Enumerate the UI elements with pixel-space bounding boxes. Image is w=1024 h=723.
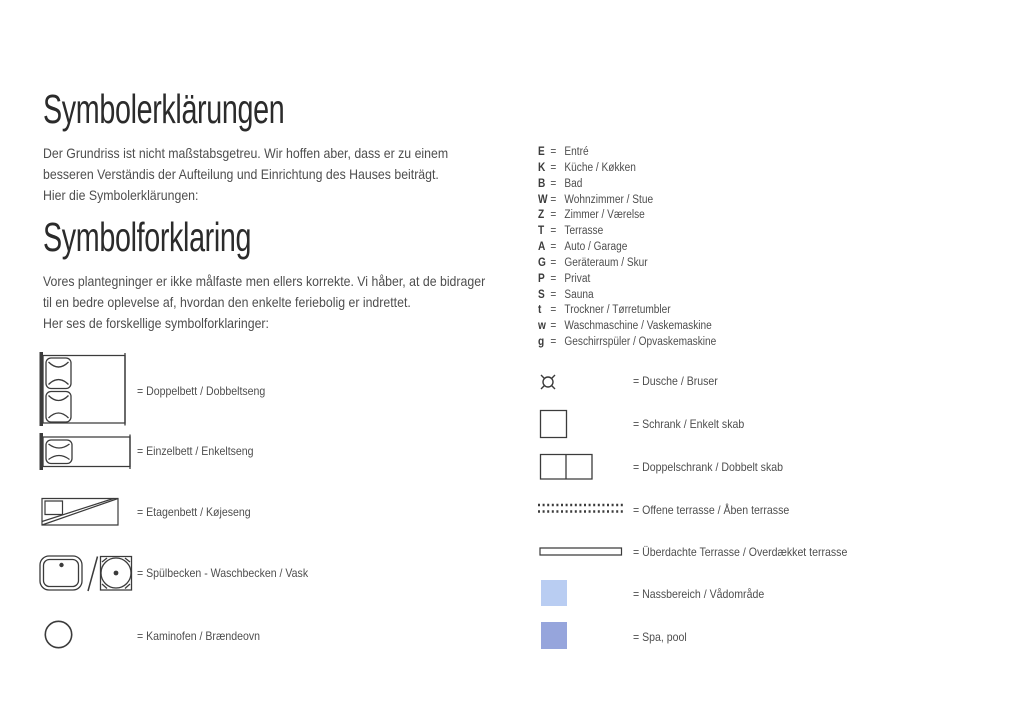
room-code-key: Z	[538, 209, 545, 222]
room-code-label: Bad	[564, 177, 583, 190]
room-code-row	[538, 161, 716, 177]
title-danish: Symbolforklaring	[43, 214, 252, 260]
symbol-label: = Etagenbett / Køjeseng	[137, 505, 251, 519]
symbol-label: = Kaminofen / Brændeovn	[137, 629, 260, 643]
symbol-label: = Überdachte Terrasse / Overdækket terrasse	[633, 545, 848, 559]
room-code-key: T	[538, 225, 545, 238]
room-code-key: A	[538, 241, 546, 254]
paragraph-line: Der Grundriss ist nicht maßstabsgetreu. Wir hoffen aber, dass er zu einem	[43, 145, 449, 161]
room-code-key: S	[538, 288, 545, 301]
equals-sign: =	[550, 161, 557, 174]
room-code-label: Trockner / Tørretumbler	[564, 304, 671, 317]
open-terrace-icon	[538, 502, 624, 516]
room-code-row	[538, 303, 716, 319]
equals-sign: =	[550, 193, 557, 206]
room-code-label: Geschirrspüler / Opvaskemaskine	[564, 336, 717, 349]
room-code-label: Sauna	[564, 288, 594, 301]
equals-sign: =	[550, 177, 557, 190]
room-code-row	[538, 240, 716, 256]
paragraph-line: Her ses de forskellige symbolforklaringer:	[43, 314, 269, 331]
room-code-label: Geräteraum / Skur	[564, 256, 648, 269]
room-code-key: g	[538, 336, 545, 349]
room-code-list	[538, 145, 716, 351]
intro-text-danish	[43, 271, 485, 333]
room-code-key: K	[538, 161, 546, 174]
equals-sign: =	[550, 256, 557, 269]
room-code-key: W	[538, 193, 548, 206]
room-code-label: Küche / Køkken	[564, 161, 636, 174]
double-cabinet-icon	[539, 453, 595, 481]
room-code-label: Privat	[564, 272, 591, 285]
paragraph-line: til en bedre oplevelse af, hvordan den enkelte feriebolig er indrettet.	[43, 293, 411, 310]
room-code-row	[538, 319, 716, 335]
covered-terrace-icon	[539, 546, 623, 558]
room-code-row	[538, 272, 716, 288]
equals-sign: =	[550, 146, 557, 158]
room-code-row	[538, 224, 716, 240]
room-code-row	[538, 288, 716, 304]
single-cabinet-icon	[539, 409, 568, 439]
single-bed-icon	[38, 431, 134, 472]
symbol-label: = Einzelbett / Enkeltseng	[137, 444, 254, 458]
paragraph-line: Vores plantegninger er ikke målfaste men ellers korrekte. Vi håber, at de bidrager	[43, 273, 486, 289]
equals-sign: =	[550, 336, 557, 349]
symbol-label: = Spa, pool	[633, 630, 687, 644]
room-code-label: Terrasse	[564, 225, 604, 238]
paragraph-line: besseren Verständis der Aufteilung und Einrichtung des Hauses beiträgt.	[43, 165, 439, 182]
equals-sign: =	[550, 209, 557, 222]
room-code-label: Zimmer / Værelse	[564, 209, 645, 222]
symbol-label: = Schrank / Enkelt skab	[633, 417, 745, 431]
equals-sign: =	[550, 225, 557, 238]
room-code-key: E	[538, 146, 545, 158]
equals-sign: =	[550, 320, 557, 333]
sink-washbasin-icon	[38, 553, 134, 595]
room-code-row	[538, 335, 716, 351]
room-code-key: P	[538, 272, 545, 285]
symbol-label: = Nassbereich / Vådområde	[633, 587, 765, 601]
equals-sign: =	[550, 304, 557, 317]
paragraph-line: Hier die Symbolerklärungen:	[43, 186, 199, 203]
room-code-key: t	[538, 304, 542, 317]
room-code-key: G	[538, 256, 546, 269]
room-code-label: Wohnzimmer / Stue	[564, 193, 654, 206]
wood-stove-icon	[42, 618, 76, 652]
room-code-label: Entré	[564, 146, 589, 158]
room-code-row	[538, 193, 716, 209]
symbol-label: = Offene terrasse / Åben terrasse	[633, 503, 790, 517]
symbol-label: = Doppelschrank / Dobbelt skab	[633, 460, 783, 474]
room-code-key: B	[538, 177, 546, 190]
title-german: Symbolerklärungen	[43, 86, 285, 132]
symbol-label: = Doppelbett / Dobbeltseng	[137, 384, 266, 398]
equals-sign: =	[550, 272, 557, 285]
bunk-bed-icon	[40, 494, 122, 531]
room-code-key: w	[538, 320, 546, 333]
shower-icon	[538, 372, 558, 392]
room-code-row	[538, 256, 716, 272]
double-bed-icon	[38, 350, 132, 430]
equals-sign: =	[550, 241, 557, 254]
symbol-label: = Spülbecken - Waschbecken / Vask	[137, 566, 309, 580]
wet-area-swatch	[541, 580, 567, 606]
spa-pool-swatch	[541, 622, 567, 649]
room-code-label: Waschmaschine / Vaskemaskine	[564, 320, 712, 333]
room-code-row	[538, 208, 716, 224]
equals-sign: =	[550, 288, 557, 301]
intro-text-german	[43, 143, 448, 205]
room-code-label: Auto / Garage	[564, 241, 628, 254]
room-code-row	[538, 145, 716, 161]
symbol-label: = Dusche / Bruser	[633, 374, 718, 388]
room-code-row	[538, 177, 716, 193]
